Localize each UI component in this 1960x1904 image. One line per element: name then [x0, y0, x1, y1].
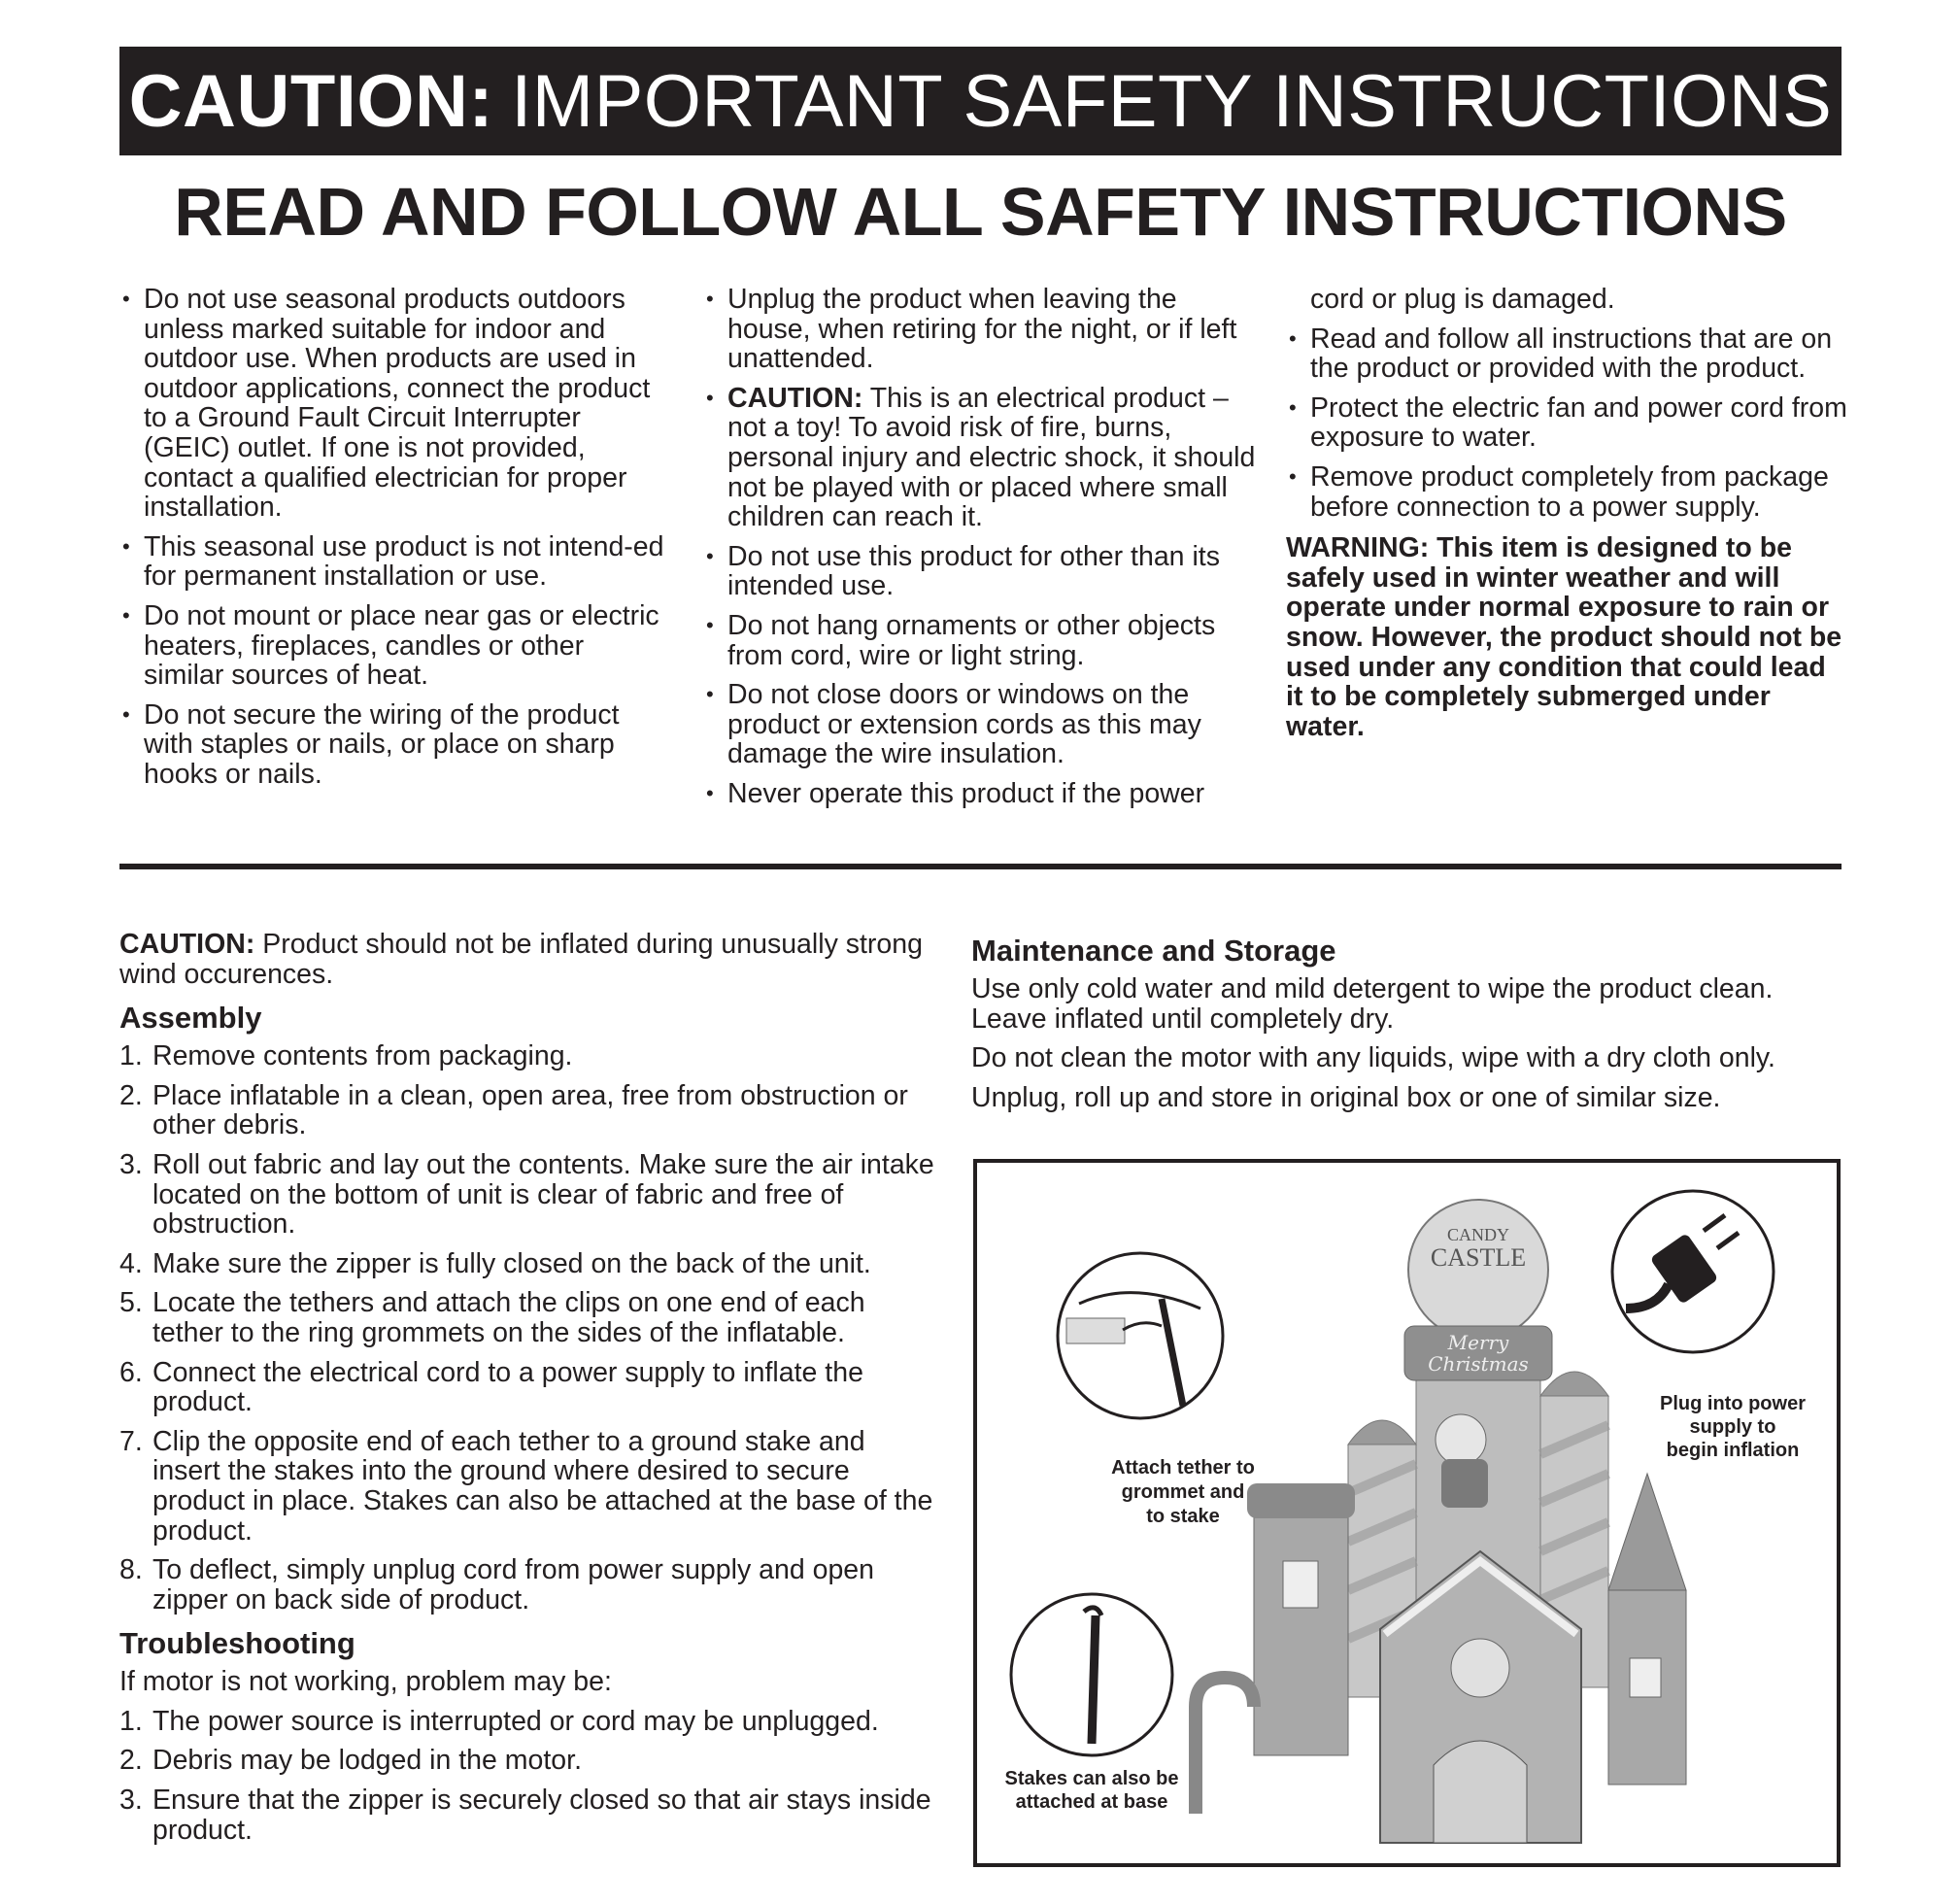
caution-label: CAUTION: [727, 382, 863, 414]
assembly-step: 5. Locate the tethers and attach the clips on one end of each tether to the ring grommets on the sides of the inflatable. [119, 1287, 865, 1348]
safety-item-caution [703, 384, 1267, 532]
troubleshooting-intro: If motor is not working, problem may be: [119, 1666, 612, 1698]
safety-item: • Do not mount or place near gas or electric heaters, fireplaces, candles or other similar sources of heat. [119, 601, 668, 691]
maintenance-text: Use only cold water and mild detergent to wipe the product clean. Leave inflated until completely dry. [971, 973, 1774, 1035]
safety-item: • Never operate this product if the power [703, 779, 1267, 809]
maintenance-section [971, 934, 1845, 1122]
castle-sign-line1: CANDY [1446, 1225, 1510, 1244]
wind-caution-text: Product should not be inflated during unusually strong wind occurences. [119, 929, 923, 990]
plug-detail-illustration [1612, 1191, 1774, 1352]
safety-item: • Remove product completely from package before connection to a power supply. [1286, 462, 1849, 522]
assembly-step: 4. Make sure the zipper is fully closed on the back of the unit. [119, 1247, 871, 1279]
troubleshooting-item: 2. Debris may be lodged in the motor. [119, 1745, 582, 1777]
maintenance-text: Do not clean the motor with any liquids, wipe with a dry cloth only. [971, 1042, 1775, 1074]
assembly-step: 3. Roll out fabric and lay out the contents. Make sure the air intake located on the bottom of unit is clear of fabric and free of obstruction. [119, 1148, 934, 1241]
warning-note: WARNING: This item is designed to be safely used in winter weather and will operate under normal exposure to rain or snow. However, the product should not be used under any condition that could lead it to be completely submerged under water. [1286, 532, 1842, 742]
castle-sign-line2: CASTLE [1430, 1243, 1527, 1272]
safety-item: • This seasonal use product is not intend-ed for permanent installation or use. [119, 532, 668, 592]
wind-caution [119, 930, 935, 989]
assembly-step: 2. Place inflatable in a clean, open area, free from obstruction or other debris. [119, 1079, 908, 1141]
assembly-step: 7. Clip the opposite end of each tether to a ground stake and insert the stakes into the ground where desired to secure product in place. Stakes can also be attached at the base of the product. [119, 1425, 933, 1547]
tether-detail-illustration [1058, 1253, 1223, 1418]
stake-detail-illustration [1011, 1594, 1172, 1755]
caution-banner [119, 47, 1842, 155]
callout-plug-line3: begin inflation [1666, 1440, 1800, 1461]
section-divider [119, 864, 1842, 869]
safety-column-1 [119, 285, 668, 799]
assembly-step: 8. To deflect, simply unplug cord from power supply and open zipper on back side of product. [119, 1554, 874, 1615]
callout-tether-line3: to stake [1146, 1506, 1220, 1527]
safety-item: • Do not hang ornaments or other objects from cord, wire or light string. [703, 611, 1267, 670]
troubleshooting-heading: Troubleshooting [119, 1626, 355, 1661]
safety-item: • Do not close doors or windows on the product or extension cords as this may damage the wire insulation. [703, 680, 1267, 769]
inflatable-castle-illustration [977, 1163, 1837, 1863]
assembly-section [119, 930, 935, 1854]
safety-item: • Do not use this product for other than its intended use. [703, 542, 1267, 601]
callout-stakes-line1: Stakes can also be [1004, 1768, 1179, 1789]
maintenance-text: Unplug, roll up and store in original box or one of similar size. [971, 1081, 1721, 1113]
banner-title: IMPORTANT SAFETY INSTRUCTIONS [511, 59, 1833, 143]
safety-column-3 [1286, 285, 1849, 741]
troubleshooting-item: 3. Ensure that the zipper is securely closed so that air stays inside product. [119, 1785, 931, 1846]
safety-item: • Do not use seasonal products outdoors unless marked suitable for indoor and outdoor use. When products are used in outdoor applications, connect the product to a Ground Fault Circuit Interrupter (GEIC) outlet. If one is not provided, contact a qualified electrician for proper installation. [119, 285, 668, 523]
safety-column-2 [703, 285, 1267, 819]
caution-text: This is an electrical product – not a toy! To avoid risk of fire, burns, personal injury and electric shock, it should not be played with or placed where small children can reach it. [727, 382, 1256, 533]
banner-text-line2: Christmas [1428, 1352, 1529, 1376]
assembly-step: 6. Connect the electrical cord to a power supply to inflate the product. [119, 1356, 863, 1418]
castle-illustration [1196, 1200, 1686, 1843]
troubleshooting-item: 1. The power source is interrupted or cord may be unplugged. [119, 1705, 879, 1737]
safety-item: • Read and follow all instructions that are on the product or provided with the product. [1286, 324, 1849, 384]
callout-plug-line1: Plug into power [1660, 1393, 1806, 1414]
callout-tether-line1: Attach tether to [1111, 1457, 1255, 1479]
callout-plug-line2: supply to [1689, 1416, 1776, 1438]
banner-caution: CAUTION: [128, 59, 494, 143]
assembly-step: 1. Remove contents from packaging. [119, 1040, 573, 1072]
safety-item: • Unplug the product when leaving the house, when retiring for the night, or if left unattended. [703, 285, 1267, 374]
product-illustration-box [973, 1159, 1841, 1867]
wind-caution-label: CAUTION: [119, 929, 255, 960]
callout-tether-line2: grommet and [1121, 1481, 1245, 1503]
safety-item: • Do not secure the wiring of the product with staples or nails, or place on sharp hooks or nails. [119, 700, 668, 790]
safety-item: • Protect the electric fan and power cord from exposure to water. [1286, 393, 1849, 453]
page-subheading: READ AND FOLLOW ALL SAFETY INSTRUCTIONS [174, 174, 1787, 250]
safety-item-continued: cord or plug is damaged. [1310, 284, 1615, 315]
callout-stakes-line2: attached at base [1015, 1791, 1168, 1813]
maintenance-heading: Maintenance and Storage [971, 934, 1336, 968]
banner-text-line1: Merry [1447, 1331, 1509, 1354]
assembly-heading: Assembly [119, 1001, 262, 1036]
